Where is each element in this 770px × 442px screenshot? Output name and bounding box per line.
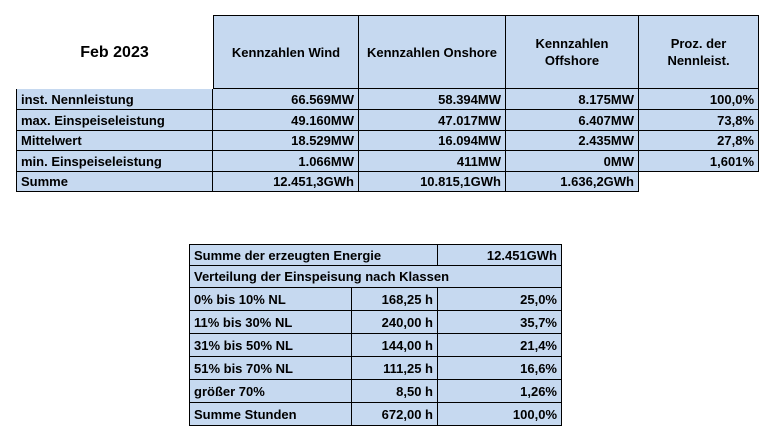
value-onshore: 47.017MW: [359, 110, 506, 131]
value-onshore: 411MW: [359, 151, 506, 172]
value-wind: 1.066MW: [213, 151, 359, 172]
class-hours: 8,50 h: [352, 380, 438, 403]
class-label: 31% bis 50% NL: [189, 334, 352, 357]
energy-label: Summe der erzeugten Energie: [189, 244, 438, 266]
class-label: 11% bis 30% NL: [189, 311, 352, 334]
header-percent-nominal: Proz. der Nennleist.: [639, 15, 759, 89]
value-percent: 1,601%: [639, 151, 759, 172]
header-onshore: Kennzahlen Onshore: [359, 15, 506, 89]
class-percent: 21,4%: [438, 334, 562, 357]
header-offshore: Kennzahlen Offshore: [506, 15, 639, 89]
class-percent: 16,6%: [438, 357, 562, 380]
value-onshore: 16.094MW: [359, 131, 506, 151]
total-percent: 100,0%: [438, 403, 562, 426]
row-label: Mittelwert: [16, 131, 213, 151]
total-hours: 672,00 h: [352, 403, 438, 426]
sum-offshore: 1.636,2GWh: [506, 172, 639, 192]
class-hours: 168,25 h: [352, 288, 438, 311]
row-label: inst. Nennleistung: [16, 89, 213, 110]
energy-value: 12.451GWh: [438, 244, 562, 266]
value-onshore: 58.394MW: [359, 89, 506, 110]
sum-wind: 12.451,3GWh: [213, 172, 359, 192]
class-label: größer 70%: [189, 380, 352, 403]
class-label: 51% bis 70% NL: [189, 357, 352, 380]
value-offshore: 2.435MW: [506, 131, 639, 151]
page-title: Feb 2023: [80, 43, 149, 61]
class-hours: 144,00 h: [352, 334, 438, 357]
class-label: 0% bis 10% NL: [189, 288, 352, 311]
total-label: Summe Stunden: [189, 403, 352, 426]
sum-onshore: 10.815,1GWh: [359, 172, 506, 192]
row-label: max. Einspeiseleistung: [16, 110, 213, 131]
class-percent: 1,26%: [438, 380, 562, 403]
class-hours: 111,25 h: [352, 357, 438, 380]
value-wind: 66.569MW: [213, 89, 359, 110]
row-label: min. Einspeiseleistung: [16, 151, 213, 172]
value-percent: 27,8%: [639, 131, 759, 151]
value-offshore: 6.407MW: [506, 110, 639, 131]
value-percent: 73,8%: [639, 110, 759, 131]
value-wind: 49.160MW: [213, 110, 359, 131]
sum-label: Summe: [16, 172, 213, 192]
class-hours: 240,00 h: [352, 311, 438, 334]
value-percent: 100,0%: [639, 89, 759, 110]
value-offshore: 0MW: [506, 151, 639, 172]
header-wind: Kennzahlen Wind: [213, 15, 359, 89]
class-percent: 25,0%: [438, 288, 562, 311]
value-wind: 18.529MW: [213, 131, 359, 151]
section-title: Verteilung der Einspeisung nach Klassen: [189, 266, 562, 288]
value-offshore: 8.175MW: [506, 89, 639, 110]
class-percent: 35,7%: [438, 311, 562, 334]
